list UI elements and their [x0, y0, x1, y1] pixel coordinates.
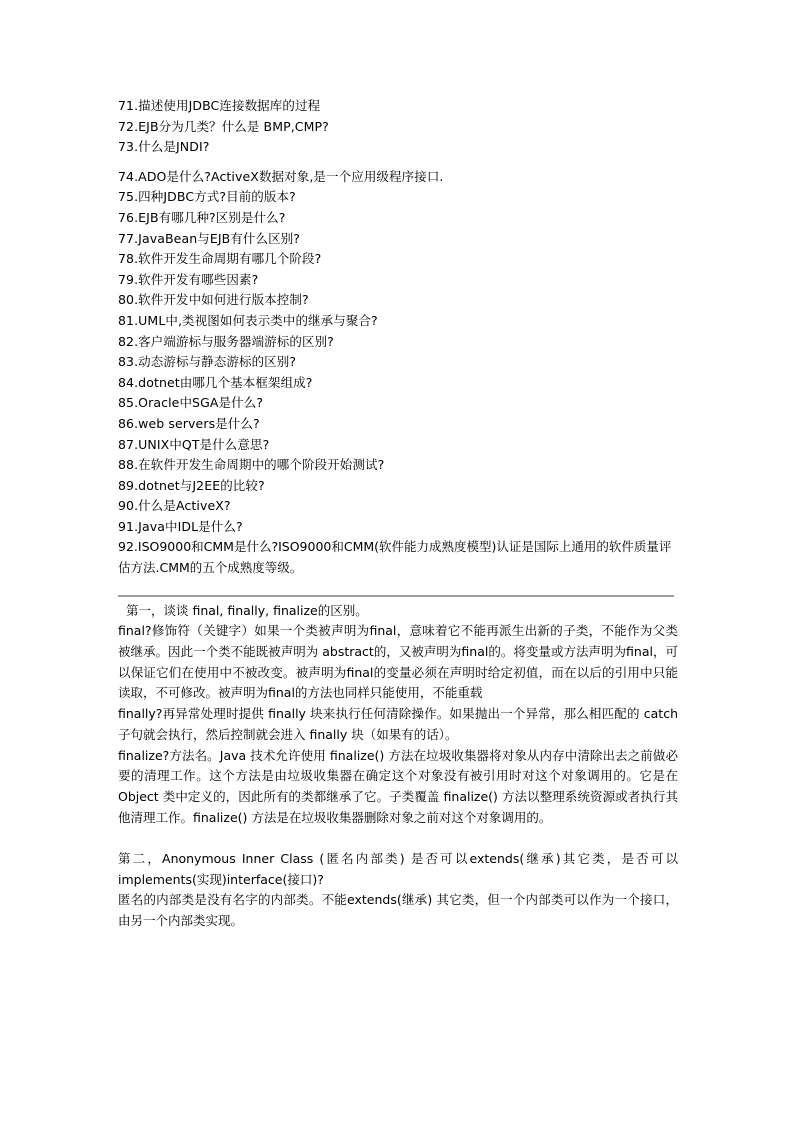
question-77: 77.JavaBean与EJB有什么区别? — [118, 230, 301, 246]
horizontal-divider — [118, 595, 674, 597]
question-73: 73.什么是JNDI? — [118, 139, 210, 155]
paragraph-spacer — [118, 828, 678, 849]
finally-paragraph: finally?再异常处理时提供 finally 块来执行任何清除操作。如果抛出一个异常，那么相匹配的 catch 子句就会执行，然后控制就会进入 finally 块（如果有的话）。 — [118, 706, 678, 742]
question-78: 78.软件开发生命周期有哪几个阶段? — [118, 251, 322, 267]
question-80: 80.软件开发中如何进行版本控制? — [118, 292, 309, 308]
question-83: 83.动态游标与静态游标的区别? — [118, 354, 297, 370]
question-75: 75.四种JDBC方式?目前的版本? — [118, 189, 296, 205]
question-71: 71.描述使用JDBC连接数据库的过程 — [118, 98, 321, 113]
question-74: 74.ADO是什么?ActiveX数据对象,是一个应用级程序接口. — [118, 168, 444, 184]
final-paragraph: final?修饰符（关键字）如果一个类被声明为final，意味着它不能再派生出新的子类，不能作为父类被继承。因此一个类不能既被声明为 abstract的，又被声明为final的。将变量或方法声明为final，可以保证它们在使用中不被改变。被声明为final的变量必须在声明时给定初值，而在以后的引用中只能读取，不可修改。被声明为final的方法也同样只能使用，不能重载 — [118, 623, 678, 701]
section1-heading: 第一，谈谈 final, finally, finalize的区别。 — [126, 602, 368, 618]
question-85: 85.Oracle中SGA是什么? — [118, 395, 264, 411]
question-79: 79.软件开发有哪些因素? — [118, 271, 259, 287]
question-91: 91.Java中IDL是什么? — [118, 518, 243, 534]
section2-heading: 第二，Anonymous Inner Class (匿名内部类) 是否可以extends(继承)其它类，是否可以implements(实现)interface(接口)? — [118, 851, 678, 887]
question-84: 84.dotnet由哪几个基本框架组成? — [118, 374, 313, 390]
question-76: 76.EJB有哪几种?区别是什么? — [118, 209, 286, 225]
question-87: 87.UNIX中QT是什么意思? — [118, 436, 270, 452]
question-72: 72.EJB分为几类？什么是 BMP,CMP? — [118, 118, 329, 134]
section2-answer: 匿名的内部类是没有名字的内部类。不能extends(继承) 其它类，但一个内部类可以作为一个接口，由另一个内部类实现。 — [118, 892, 678, 929]
finalize-paragraph: finalize?方法名。Java 技术允许使用 finalize() 方法在垃圾收集器将对象从内存中清除出去之前做必要的清理工作。这个方法是由垃圾收集器在确定这个对象没有被引用时对这个对象调用的。它是在 Object 类中定义的，因此所有的类都继承了它。子类覆盖 finalize() 方法以整理系统资源或者执行其他清理工作。finalize() 方法是在垃圾收集器删除对象之前对这个对象调用的。 — [118, 747, 678, 825]
question-88: 88.在软件开发生命周期中的哪个阶段开始测试? — [118, 457, 385, 473]
document-page — [118, 96, 678, 932]
question-90: 90.什么是ActiveX? — [118, 498, 231, 514]
question-89: 89.dotnet与J2EE的比较? — [118, 477, 265, 493]
question-86: 86.web servers是什么? — [118, 415, 260, 431]
question-82: 82.客户端游标与服务器端游标的区别? — [118, 333, 334, 349]
question-92: 92.ISO9000和CMM是什么?ISO9000和CMM(软件能力成熟度模型)认证是国际上通用的软件质量评估方法.CMM的五个成熟度等级。 — [118, 539, 672, 576]
question-81: 81.UML中,类视图如何表示类中的继承与聚合? — [118, 312, 378, 328]
